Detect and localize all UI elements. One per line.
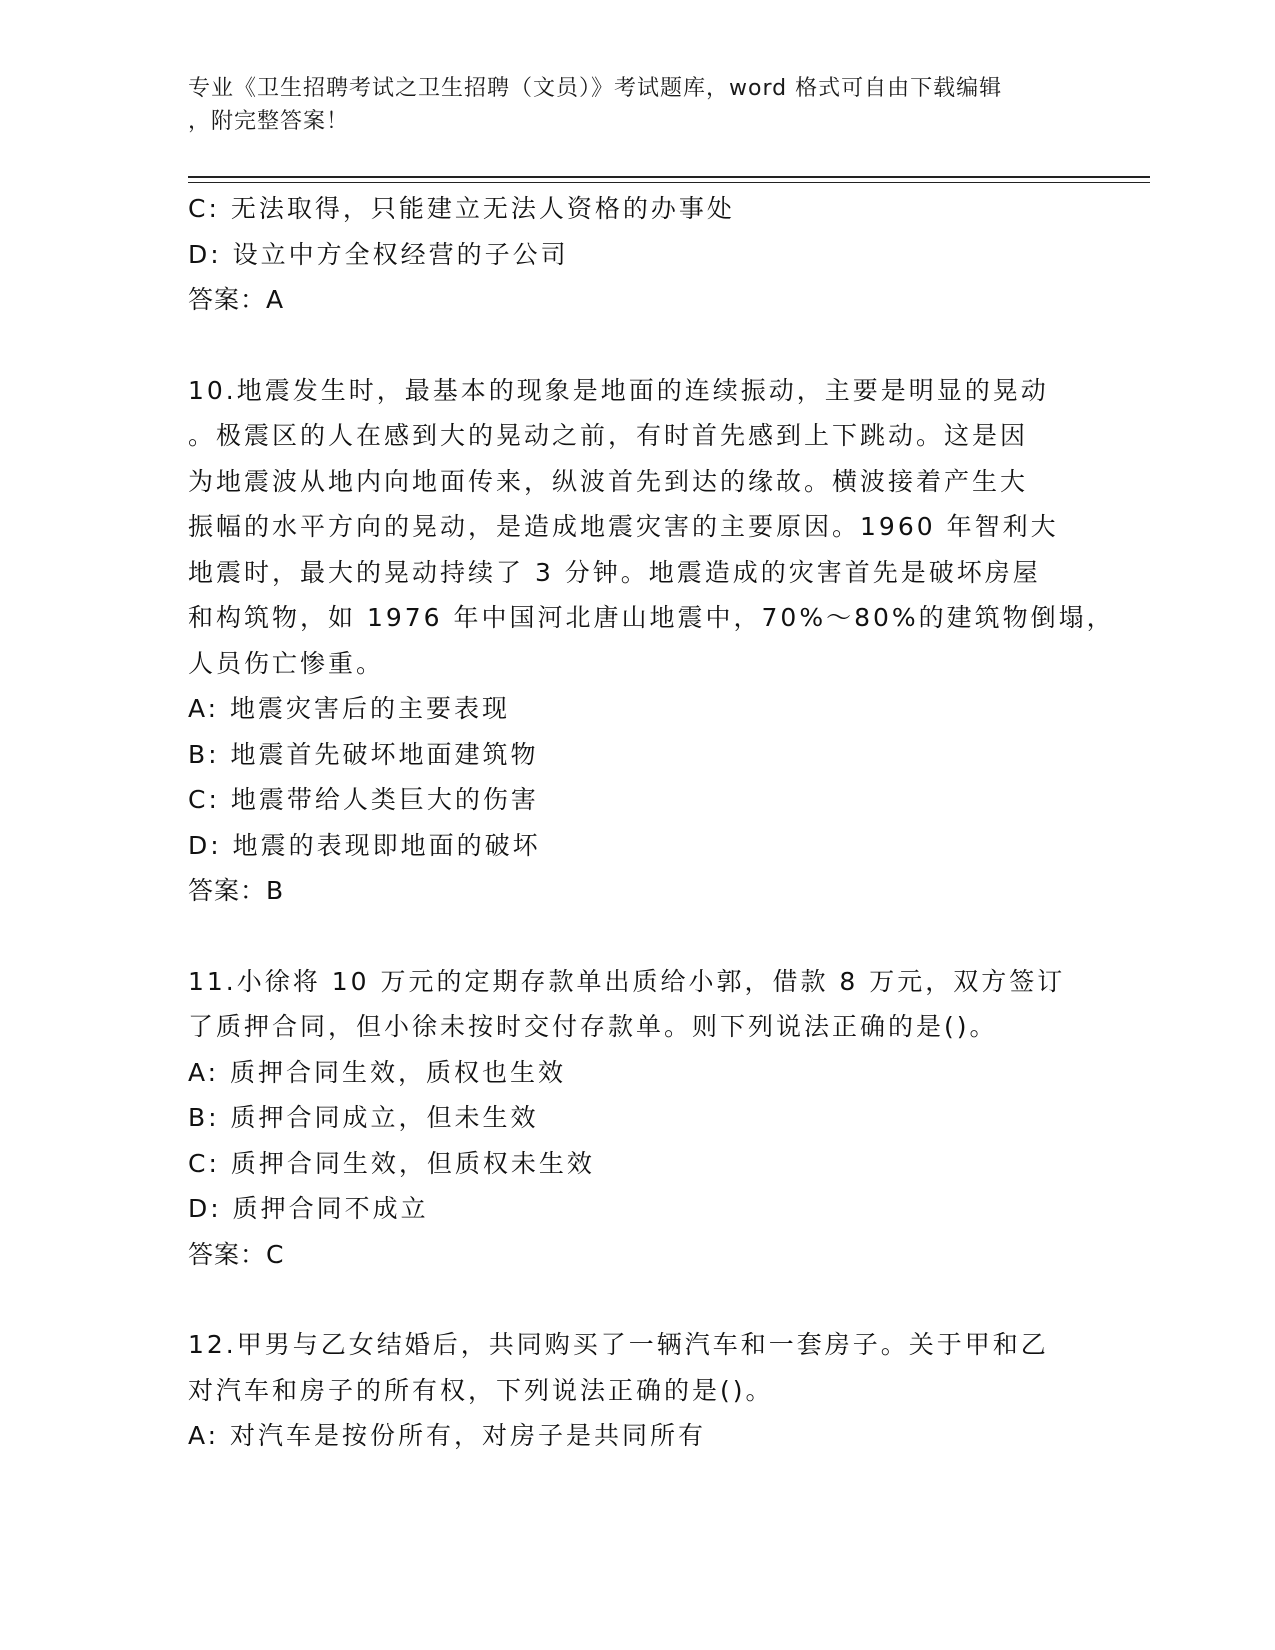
- option-b: B: 地震首先破坏地面建筑物: [188, 739, 539, 769]
- header-divider-thin: [188, 182, 1150, 183]
- header-line-2: ，附完整答案！: [188, 109, 350, 134]
- question-line: 。极震区的人在感到大的晃动之前，有时首先感到上下跳动。这是因: [188, 421, 1029, 450]
- option-a: A: 地震灾害后的主要表现: [188, 694, 511, 723]
- question-10: [188, 368, 1115, 914]
- answer: 答案：B: [188, 876, 285, 905]
- header-divider-thick: [188, 176, 1150, 178]
- question-9-tail: [188, 186, 1088, 323]
- question-line: 为地震波从地内向地面传来，纵波首先到达的缘故。横波接着产生大: [188, 466, 1029, 496]
- question-line: 12.甲男与乙女结婚后，共同购买了一辆汽车和一套房子。关于甲和乙: [188, 1330, 1049, 1359]
- option-c: C: 无法取得，只能建立无法人资格的办事处: [188, 194, 735, 223]
- question-12: [188, 1322, 1088, 1459]
- question-line: 和构筑物，如 1976 年中国河北唐山地震中，70%～80%的建筑物倒塌，: [188, 603, 1115, 632]
- option-d: D: 质押合同不成立: [188, 1194, 429, 1223]
- question-11: [188, 959, 1088, 1278]
- question-line: 对汽车和房子的所有权，下列说法正确的是()。: [188, 1375, 774, 1405]
- header-line-1: 专业《卫生招聘考试之卫生招聘（文员）》考试题库，word 格式可自由下载编辑: [188, 76, 1003, 101]
- question-text: [188, 368, 1115, 687]
- option-d: D: 设立中方全权经营的子公司: [188, 239, 569, 269]
- question-line: 11.小徐将 10 万元的定期存款单出质给小郭，借款 8 万元，双方签订: [188, 966, 1066, 996]
- answer: 答案：C: [188, 1239, 285, 1269]
- document-body: [188, 186, 1115, 1459]
- spacer: [188, 914, 1088, 959]
- option-d: D: 地震的表现即地面的破坏: [188, 830, 541, 860]
- answer: 答案：A: [188, 285, 285, 314]
- question-text: [188, 959, 1088, 1050]
- option-c: C: 地震带给人类巨大的伤害: [188, 785, 539, 814]
- option-a: A: 质押合同生效，质权也生效: [188, 1057, 567, 1087]
- option-b: B: 质押合同成立，但未生效: [188, 1103, 539, 1132]
- spacer: [188, 1277, 1088, 1322]
- question-line: 人员伤亡惨重。: [188, 648, 385, 678]
- question-line: 地震时，最大的晃动持续了 3 分钟。地震造成的灾害首先是破坏房屋: [188, 557, 1041, 587]
- question-text: [188, 1322, 1088, 1413]
- spacer: [188, 323, 1088, 368]
- question-line: 了质押合同，但小徐未按时交付存款单。则下列说法正确的是()。: [188, 1012, 998, 1041]
- option-c: C: 质押合同生效，但质权未生效: [188, 1148, 595, 1178]
- question-line: 10.地震发生时，最基本的现象是地面的连续振动，主要是明显的晃动: [188, 375, 1049, 405]
- question-line: 振幅的水平方向的晃动，是造成地震灾害的主要原因。1960 年智利大: [188, 512, 1059, 541]
- option-a: A: 对汽车是按份所有，对房子是共同所有: [188, 1421, 707, 1450]
- document-header: [188, 72, 1068, 138]
